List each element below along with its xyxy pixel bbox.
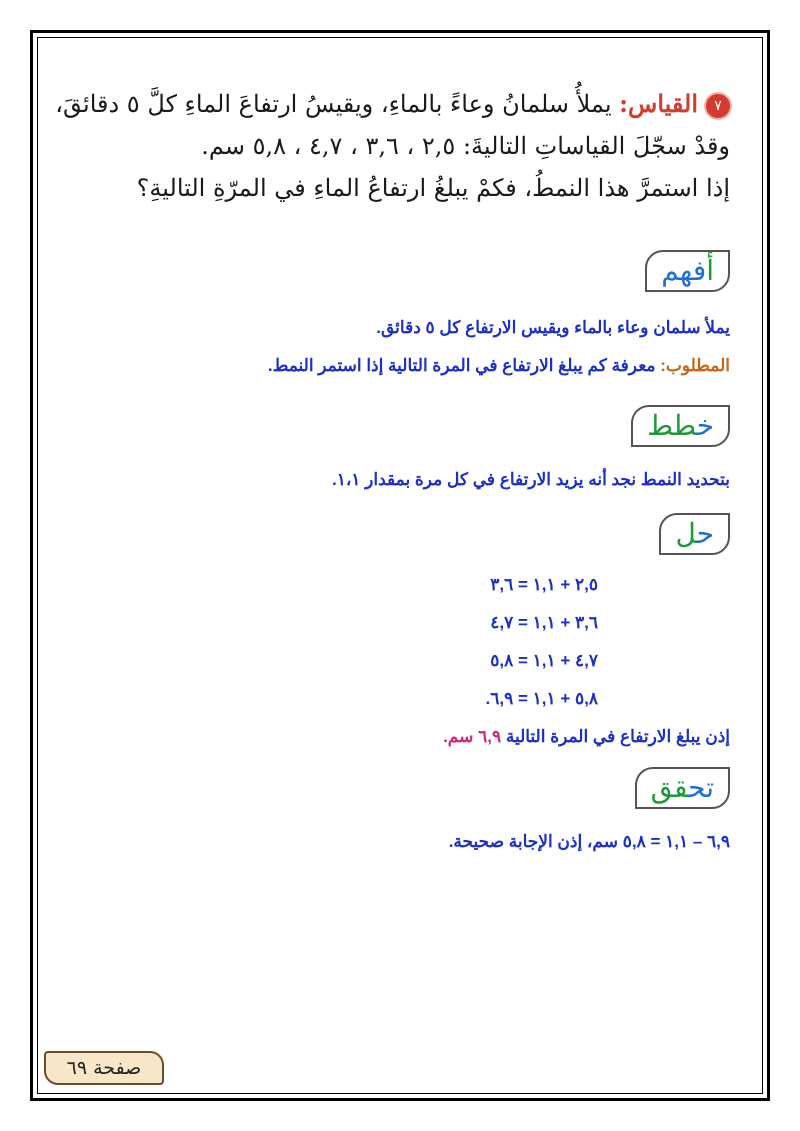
- verify-tab: [635, 767, 730, 809]
- solve-equation-2: ٣,٦ + ١,١ = ٤,٧: [490, 613, 598, 632]
- understand-required: [268, 356, 730, 376]
- page-number-label: صفحة ٦٩: [44, 1051, 164, 1085]
- solve-tab-part2: ل: [675, 517, 697, 550]
- solve-equation-1: ٢,٥ + ١,١ = ٣,٦: [490, 575, 598, 594]
- page-content: [55, 0, 730, 1131]
- problem-statement: [55, 83, 730, 209]
- problem-text-1: يملأُ سلمانُ وعاءً بالماءِ، ويقيسُ ارتفاعَ الماءِ كلَّ ٥ دقائقَ،: [55, 90, 612, 118]
- solve-equation-4: ٥,٨ + ١,١ = ٦,٩.: [485, 689, 598, 708]
- understand-tab-part1: أ: [706, 254, 714, 287]
- solve-tab: [659, 513, 730, 555]
- conclusion-value: ٦,٩ سم.: [443, 727, 502, 746]
- problem-line-2: وقدْ سجّلَ القياساتِ التاليةَ: ٢,٥ ، ٣,٦ ، ٤,٧ ، ٥,٨ سم.: [201, 132, 730, 160]
- understand-tab: [645, 250, 730, 292]
- required-text: معرفة كم يبلغ الارتفاع في المرة التالية إذا استمر النمط.: [267, 356, 656, 375]
- required-label: المطلوب:: [660, 356, 730, 375]
- plan-tab-part1: خ: [696, 409, 714, 442]
- plan-tab-part2: طط: [647, 409, 697, 442]
- question-number-badge: ٧: [706, 94, 730, 118]
- solve-tab-part1: ح: [696, 517, 714, 550]
- solve-conclusion: [443, 727, 730, 747]
- question-topic: القياس:: [619, 89, 698, 118]
- understand-given: يملأ سلمان وعاء بالماء ويقيس الارتفاع كل ٥ دقائق.: [376, 318, 730, 337]
- plan-text: بتحديد النمط نجد أنه يزيد الارتفاع في كل مرة بمقدار ١،١.: [331, 470, 730, 489]
- understand-tab-part2: فهم: [661, 254, 707, 287]
- conclusion-text: إذن يبلغ الارتفاع في المرة التالية: [505, 727, 730, 746]
- problem-line-3: إذا استمرَّ هذا النمطُ، فكمْ يبلغُ ارتفاعُ الماءِ في المرّةِ التاليةِ؟: [136, 174, 730, 202]
- verify-tab-part2: قق: [650, 771, 689, 804]
- verify-text: ٦,٩ – ١,١ = ٥,٨ سم، إذن الإجابة صحيحة.: [448, 832, 730, 851]
- problem-line-1: [55, 83, 730, 125]
- solve-equation-3: ٤,٧ + ١,١ = ٥,٨: [490, 651, 598, 670]
- verify-tab-part1: تح: [688, 771, 714, 804]
- plan-tab: [631, 405, 730, 447]
